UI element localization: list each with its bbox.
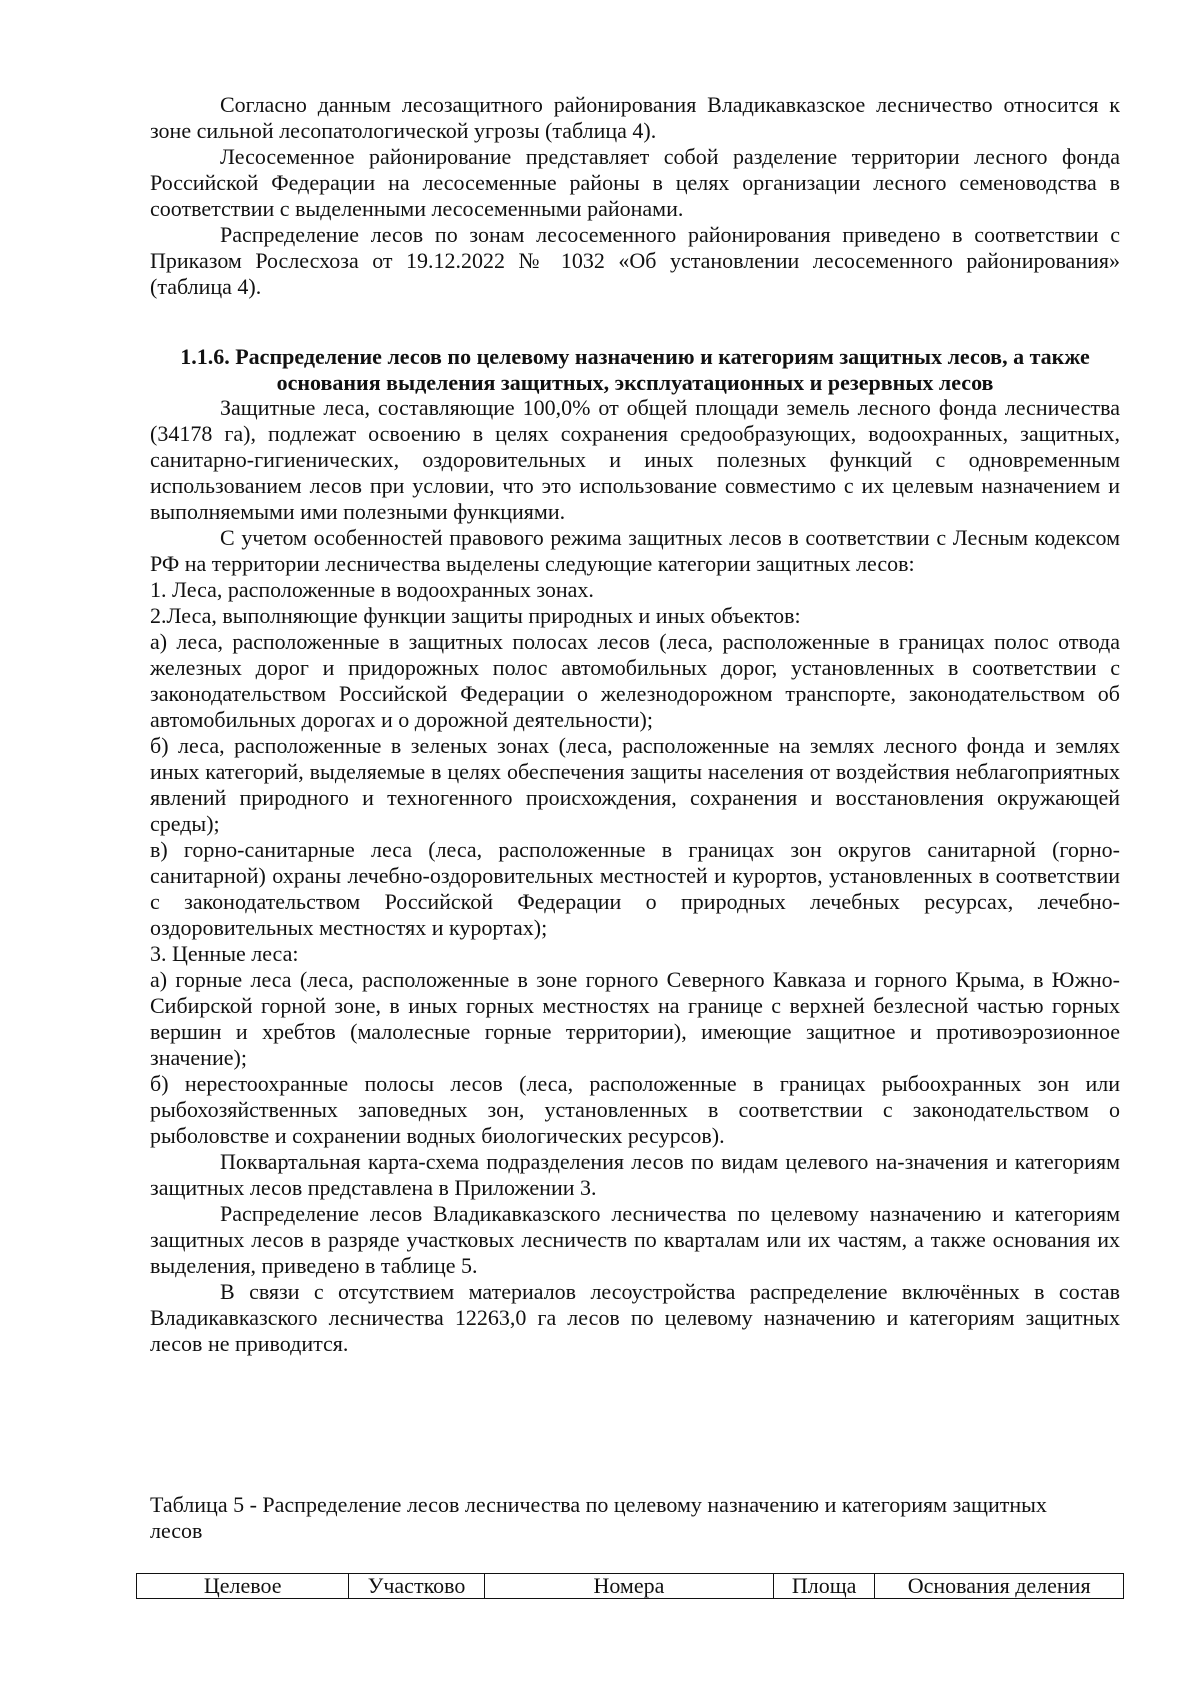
table-5 <box>136 1573 1124 1599</box>
paragraph: Поквартальная карта-схема подразделения лесов по видам целевого на-значения и категориям защитных лесов представлена в Приложении 3. <box>150 1149 1120 1200</box>
paragraph: В связи с отсутствием материалов лесоустройства распределение включённых в состав Владикавказского лесничества 12263,0 га лесов по целевому назначению и категориям защитных лесов не приводится. <box>150 1279 1120 1356</box>
list-item: а) горные леса (леса, расположенные в зоне горного Северного Кавказа и горного Крыма, в Южно-Сибирской горной зоне, в иных горных местностях на границе с верхней безлесной частью горных вершин и хребтов (малолесные горные территории), имеющие защитное и противоэрозионное значение); <box>150 967 1120 1070</box>
list-item: 3. Ценные леса: <box>150 941 299 966</box>
list-item: б) нерестоохранные полосы лесов (леса, расположенные в границах рыбоохранных зон или рыбохозяйственных заповедных зон, установленных в соответствии с законодательством о рыболовстве и сохранении водных биологических ресурсов). <box>150 1071 1120 1148</box>
table-header-cell: Участково <box>349 1574 485 1599</box>
table-header-cell: Целевое <box>137 1574 349 1599</box>
paragraph: Распределение лесов по зонам лесосеменного районирования приведено в соответствии с Приказом Рослесхоза от 19.12.2022 № 1032 «Об установлении лесосеменного районирования» (таблица 4). <box>150 222 1120 299</box>
table-header-row <box>137 1574 1124 1599</box>
table-caption: Таблица 5 - Распределение лесов лесничества по целевому назначению и категориям защитных лесов <box>150 1492 1047 1543</box>
paragraph: Защитные леса, составляющие 100,0% от общей площади земель лесного фонда лесничества (34178 га), подлежат освоению в целях сохранения средообразующих, водоохранных, защитных, санитарно-гигиенических, оздоровительных и иных полезных функций с одновременным использованием лесов при условии, что это использование совместимо с их целевым назначением и выполняемыми ими полезными функциями. <box>150 395 1120 524</box>
section-heading: 1.1.6. Распределение лесов по целевому назначению и категориям защитных лесов, а также основания выделения защитных, эксплуатационных и резервных лесов <box>180 344 1090 395</box>
paragraph: Согласно данным лесозащитного районирования Владикавказское лесничество относится к зоне сильной лесопатологической угрозы (таблица 4). <box>150 92 1120 143</box>
paragraph: Лесосеменное районирование представляет собой разделение территории лесного фонда Российской Федерации на лесосеменные районы в целях организации лесного семеноводства в соответствии с выделенными лесосеменными районами. <box>150 144 1120 221</box>
list-item: а) леса, расположенные в защитных полосах лесов (леса, расположенные в границах полос отвода железных дорог и придорожных полос автомобильных дорог, установленных в соответствии с законодательством Российской Федерации о железнодорожном транспорте, законодательством об автомобильных дорогах и о дорожной деятельности); <box>150 629 1120 732</box>
intro-section <box>150 92 1120 300</box>
table-header-cell: Площа <box>773 1574 874 1599</box>
paragraph: Распределение лесов Владикавказского лесничества по целевому назначению и категориям защитных лесов в разряде участковых лесничеств по кварталам или их частям, а также основания их выделения, приведено в таблице 5. <box>150 1201 1120 1278</box>
list-item: в) горно-санитарные леса (леса, расположенные в границах зон округов санитарной (горно-санитарной) охраны лечебно-оздоровительных местностей и курортов, установленных в соответствии с законодательством Российской Федерации о природных лечебных ресурсах, лечебно-оздоровительных местностях и курортах); <box>150 837 1120 940</box>
table-header-cell: Номера <box>484 1574 773 1599</box>
list-item: 2.Леса, выполняющие функции защиты природных и иных объектов: <box>150 603 801 628</box>
list-item: 1. Леса, расположенные в водоохранных зонах. <box>150 577 594 602</box>
main-section <box>150 395 1120 1357</box>
table-header-cell: Основания деления <box>875 1574 1124 1599</box>
paragraph: С учетом особенностей правового режима защитных лесов в соответствии с Лесным кодексом РФ на территории лесничества выделены следующие категории защитных лесов: <box>150 525 1120 576</box>
list-item: б) леса, расположенные в зеленых зонах (леса, расположенные на землях лесного фонда и землях иных категорий, выделяемые в целях обеспечения защиты населения от воздействия неблагоприятных явлений природного и техногенного происхождения, сохранения и восстановления окружающей среды); <box>150 733 1120 836</box>
